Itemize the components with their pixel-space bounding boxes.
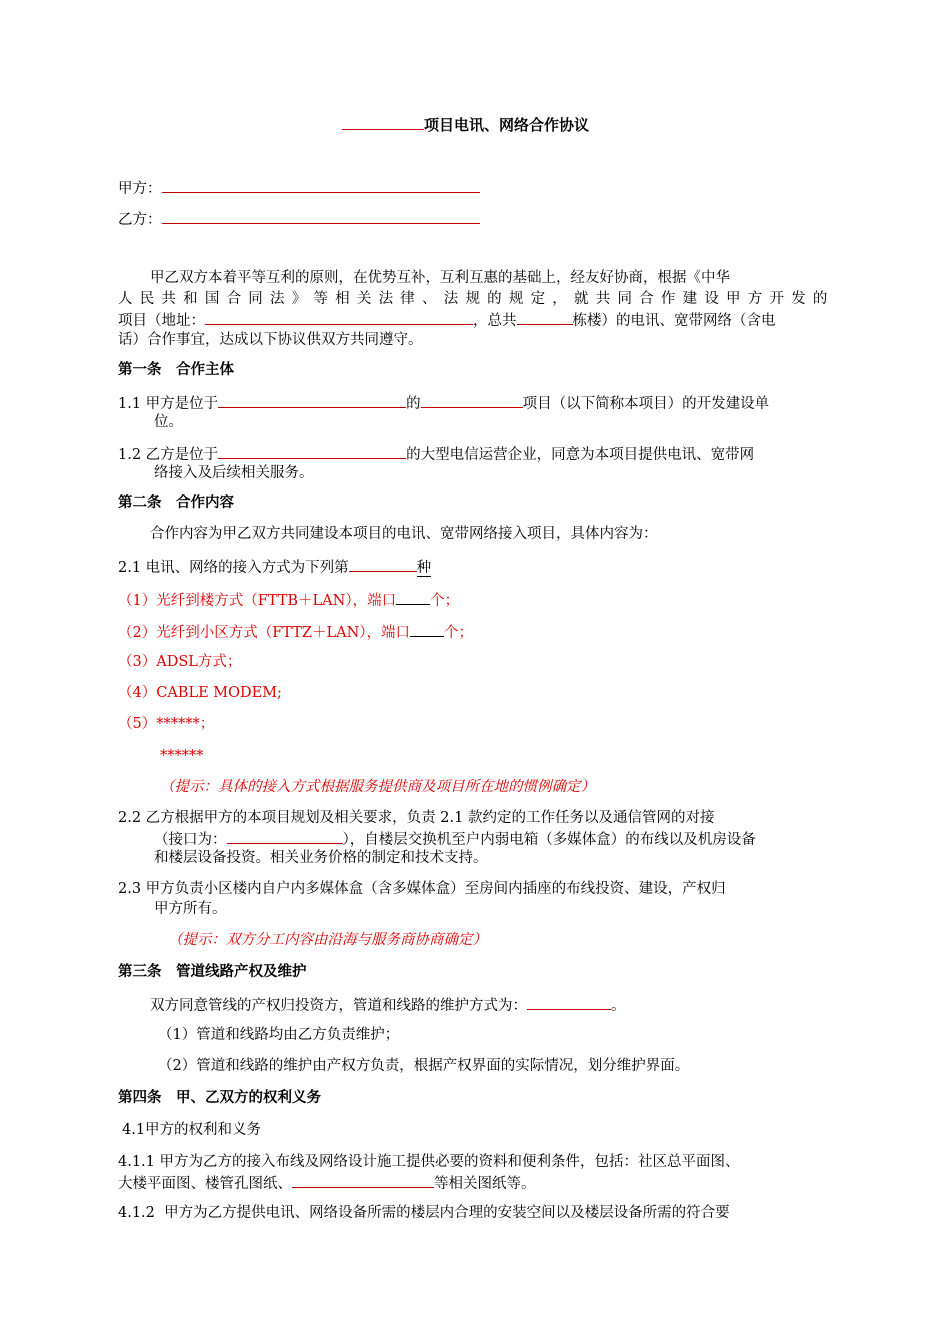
- party-a-location-blank[interactable]: [218, 392, 406, 408]
- option-6: ******: [160, 748, 204, 764]
- intro-line-2: 人民共和国合同法》等相关法律、法规的规定，就共同合作建设甲方开发的: [118, 291, 830, 307]
- article-2-intro: 合作内容为甲乙双方共同建设本项目的电讯、宽带网络接入项目，具体内容为：: [150, 526, 658, 542]
- party-b-line: [118, 208, 480, 230]
- interface-blank[interactable]: [227, 828, 343, 844]
- access-method-blank[interactable]: [349, 556, 417, 572]
- intro-line-4: 话）合作事宜，达成以下协议供双方共同遵守。: [118, 332, 423, 348]
- clause-2-1: 2.1 电讯、网络的接入方式为下列第 种: [118, 556, 431, 578]
- option-cable-modem: （4）CABLE MODEM;: [118, 685, 282, 701]
- doc-title: 项目电讯、网络合作协议: [342, 114, 589, 135]
- article-3-heading: 第三条 管道线路产权及维护: [118, 964, 307, 980]
- article-3-intro: 双方同意管线的产权归投资方，管道和线路的维护方式为： 。: [150, 994, 626, 1016]
- sub-4-1: 4.1甲方的权利和义务: [122, 1122, 262, 1138]
- party-a-line: [118, 177, 480, 199]
- clause-1-2: 1.2 乙方是位于 的大型电信运营企业，同意为本项目提供电讯、宽带网: [118, 443, 754, 465]
- hint-access-method: （提示：具体的接入方式根据服务提供商及项目所在地的惯例确定）: [160, 779, 595, 795]
- clause-2-2-line-3: 和楼层设备投资。相关业务价格的制定和技术支持。: [154, 850, 488, 866]
- article-1-heading: 第一条 合作主体: [118, 362, 234, 378]
- clause-2-2-line-2: （接口为： ），自楼层交换机至户内弱电箱（多媒体盒）的布线以及机房设备: [154, 828, 756, 850]
- clause-4-1-1: 4.1.1 甲方为乙方的接入布线及网络设计施工提供必要的资料和便利条件，包括：社区总平面图、: [118, 1154, 740, 1170]
- article-3-option-2: （2）管道和线路的维护由产权方负责，根据产权界面的实际情况，划分维护界面。: [158, 1058, 690, 1074]
- party-a-blank[interactable]: [162, 177, 480, 193]
- clause-2-3-line-2: 甲方所有。: [154, 901, 227, 917]
- party-b-blank[interactable]: [162, 208, 480, 224]
- intro-line-3: 项目（地址： ，总共 栋楼）的电讯、宽带网络（含电: [118, 309, 776, 331]
- article-3-option-1: （1）管道和线路均由乙方负责维护；: [158, 1027, 400, 1043]
- address-blank[interactable]: [205, 309, 473, 325]
- option-fttz: （2）光纤到小区方式（FTTZ＋LAN），端口 个；: [118, 621, 473, 643]
- article-4-heading: 第四条 甲、乙双方的权利义务: [118, 1090, 321, 1106]
- clause-1-2-cont: 络接入及后续相关服务。: [154, 465, 314, 481]
- clause-2-2: 2.2 乙方根据甲方的本项目规划及相关要求，负责 2.1 款约定的工作任务以及通信管网的对接: [118, 810, 715, 826]
- option-fttb: （1）光纤到楼方式（FTTB＋LAN），端口 个；: [118, 589, 459, 611]
- fttb-ports-blank[interactable]: [396, 589, 430, 605]
- intro-line-1: 甲乙双方本着平等互利的原则，在优势互补，互利互惠的基础上，经友好协商，根据《中华: [150, 270, 730, 286]
- drawings-blank[interactable]: [292, 1172, 434, 1188]
- article-2-heading: 第二条 合作内容: [118, 495, 234, 511]
- clause-1-1-cont: 位。: [154, 414, 183, 430]
- project-name-blank[interactable]: [421, 392, 523, 408]
- clause-4-1-2: 4.1.2 甲方为乙方提供电讯、网络设备所需的楼层内合理的安装空间以及楼层设备所需的符合要: [118, 1205, 730, 1221]
- party-a-label: 甲方：: [118, 181, 162, 197]
- clause-2-3: 2.3 甲方负责小区楼内自户内多媒体盒（含多媒体盒）至房间内插座的布线投资、建设，产权归: [118, 881, 726, 897]
- party-b-label: 乙方：: [118, 212, 162, 228]
- building-count-blank[interactable]: [517, 309, 573, 325]
- clause-1-1: 1.1 甲方是位于 的 项目（以下简称本项目）的开发建设单: [118, 392, 769, 414]
- clause-4-1-1-line-2: 大楼平面图、楼管孔图纸、 等相关图纸等。: [118, 1172, 536, 1194]
- party-b-location-blank[interactable]: [218, 443, 406, 459]
- option-adsl: （3）ADSL方式；: [118, 654, 242, 670]
- maintenance-method-blank[interactable]: [527, 994, 611, 1010]
- title-blank[interactable]: [342, 114, 424, 130]
- hint-division: （提示：双方分工内容由沿海与服务商协商确定）: [168, 932, 487, 948]
- fttz-ports-blank[interactable]: [410, 621, 444, 637]
- option-5: （5）******；: [118, 716, 215, 732]
